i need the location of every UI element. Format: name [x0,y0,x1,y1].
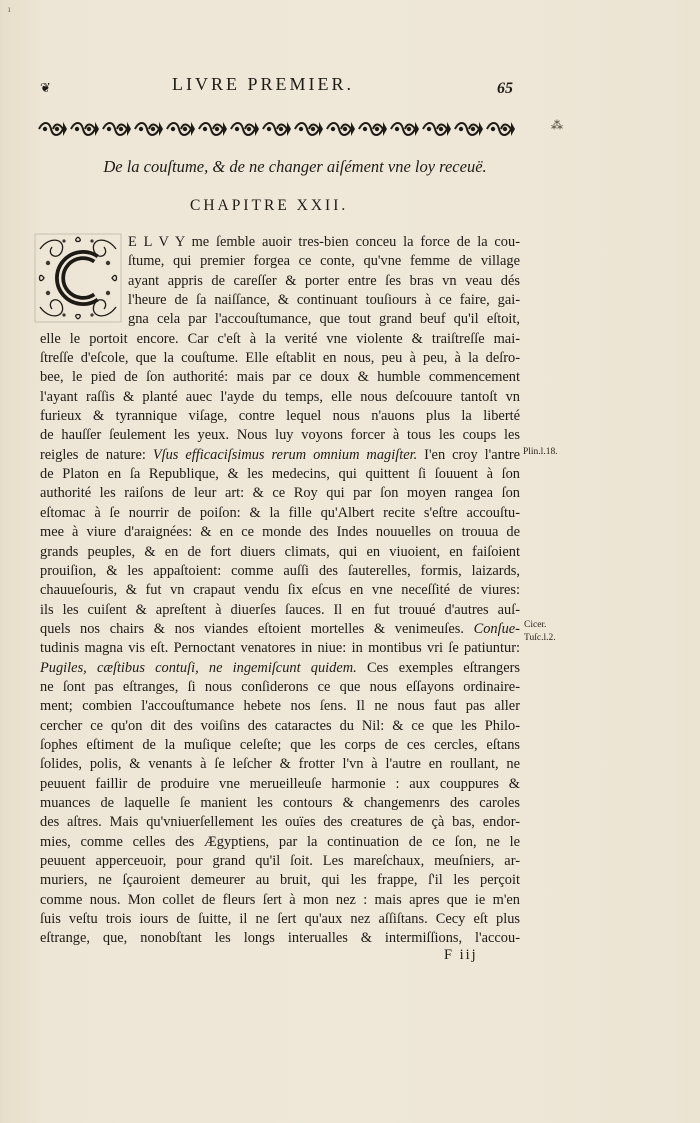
text-line-mixed [40,446,520,465]
latin-quotation: Pugiles, cæſtibus contuſi, ne ingemiſcunt quidem. [40,659,357,676]
chapter-body [40,233,520,949]
text-line: mee à viure d'araignées: & en ce monde des Indes nouuelles on trouua de [40,524,520,541]
ornamental-band [37,118,523,140]
text-segment: I'en croy l'antre [417,446,521,463]
text-line: ſtume, qui premier forgea ce conte, qu'vne femme de village [128,253,520,270]
text-line: eſtomac à ſe nourrir de poiſon: & la fille qu'Albert recite s'eſtre accouſtu- [40,504,520,521]
text-line: ſophes eſtiment de la muſique celeſte; que les corps de ces cercles, eſtans [40,736,520,753]
side-printer-mark: ⁂ [551,118,563,132]
text-line: ils les cuiſent & apreſtent à diuerſes ſauces. Il en fut trouué d'autres auſ- [40,601,520,618]
text-line: de hauſſer ſeulement les yeux. Nous luy voyons forcer à tous les coups les [40,427,520,444]
text-line: elle le portoit encore. Car c'eſt à la verité vne violente & traiſtreſſe mai- [40,330,520,347]
text-line: chauueſouris, & fut vn crapaut vendu ſix eſcus en vne neceſſité de viures: [40,582,520,599]
text-line: ne ſont pas eſtranges, ſi nous conſiderons ce que nous eſſayons ordinaire- [40,678,520,695]
text-line-mixed [40,659,520,678]
text-segment: Ces exemples eſtrangers [356,659,520,676]
latin-quotation: tudinis magna vis eſt. Pernoctant venatores in niue: in montibus vri ſe patiuntur: [40,640,520,657]
text-line: prouiſion, & les appaſtoient: comme auſſi des ſauterelles, formis, laizards, [40,562,520,579]
latin-quotation: Vſus efficaciſsimus rerum omnium magiſter. [152,446,418,463]
text-line: l'ayant raſſis & planté auec l'ayde du temps, elle nous deſcouure tantoſt vn [40,388,520,405]
text-line: comme nous. Mon collet de fleurs ſert à mon nez : mais apres que ie m'en [40,891,520,908]
text-line: eſtrange, que, nonobſtant les longs interualles & intermiſſions, l'accou- [40,930,520,947]
signature-mark: F iij [444,947,478,963]
text-line: grands peuples, & en de fort diuers climats, qui en viuoient, en faiſoient [40,543,520,560]
corner-printer-mark: ❦ [40,80,51,95]
page-number: 65 [497,80,513,97]
text-line: muriers, ne ſçauroient demeurer au bruit, qui les frappe, ſ'il les perçoit [40,872,520,889]
text-line: mies, comme celles des Ægyptiens, par la continuation de ce ſon, ne le [40,833,520,850]
running-title: LIVRE PREMIER. [172,74,355,94]
text-line: ſtreſſe d'eſcole, que la couſtume. Elle eſtablit en nous, peu à peu, à la deſro- [40,350,520,367]
text-line: ſuis veſtu trois iours de ſuitte, il ne ſert qu'aux nez aſſiſtans. Cecy eſt plus [40,911,520,928]
text-line: E L V Y me ſemble auoir tres-bien conceu la force de la cou- [128,234,520,250]
text-line: ayant appris de careſſer & porter entre ſes bras vn veau dés [128,272,520,289]
text-line-mixed [40,620,520,639]
text-line: gna cela par l'accouſtumance, que tout grand beuf qu'il eſtoit, [128,311,520,328]
chapter-number: CHAPITRE XXII. [190,197,349,214]
text-line: muances de laquelle ſe manient les contours & changemenrs des caroles [40,794,520,811]
page-tick-mark: ı [8,4,11,14]
margin-note-cicero: Cicer. [524,620,547,630]
text-segment: quels nos chairs & nos viandes eſtoient mortelles & venimeuſes. [40,620,464,637]
chapter-title: De la couſtume, & de ne changer aiſément vne loy receuë. [103,157,487,176]
text-line: des aſtres. Mais qu'vniuerſellement les ouïes des creatures de çà bas, endor- [40,814,520,831]
text-line: bee, le pied de ſon authorité: mais par ce doux & humble commencement [40,369,520,386]
margin-note-pliny: Plin.l.18. [523,447,558,457]
text-line: l'heure de ſa naiſſance, & continuant touſiours à ce faire, gai- [128,292,520,309]
text-line: ment; combien l'accouſtumance hebete nos ſens. Il ne nous faut pas aller [40,698,520,715]
text-line: cercher ce qu'on dit des voiſins des cataractes du Nil: & ce que les Philo- [40,717,520,734]
latin-quotation: Conſue- [473,620,520,637]
text-line: de Platon en ſa Republique, & les medecins, qui quittent ſi ſouuent à ſon [40,466,520,483]
text-line: authorité les raiſons de leur art: & ce Roy qui par ſon moyen rangea ſon [40,485,520,502]
text-line: peuuent apperceuoir, pour grand qu'il ſoit. Les mareſchaux, meuſniers, ar- [40,853,520,869]
text-segment: reigles de nature: [40,446,146,463]
text-line: ſolides, polis, & venants à ſe leſcher & frotter l'vn à l'autre en roullant, ne [40,756,520,773]
text-line: peuuent faillir de produire vne merueilleuſe harmonie : aux couppures & [40,775,520,792]
text-line: furieux & tyrannique viſage, contre lequel nous n'auons plus la liberté [40,408,520,425]
margin-note-tusculan: Tuſc.l.2. [524,633,556,643]
